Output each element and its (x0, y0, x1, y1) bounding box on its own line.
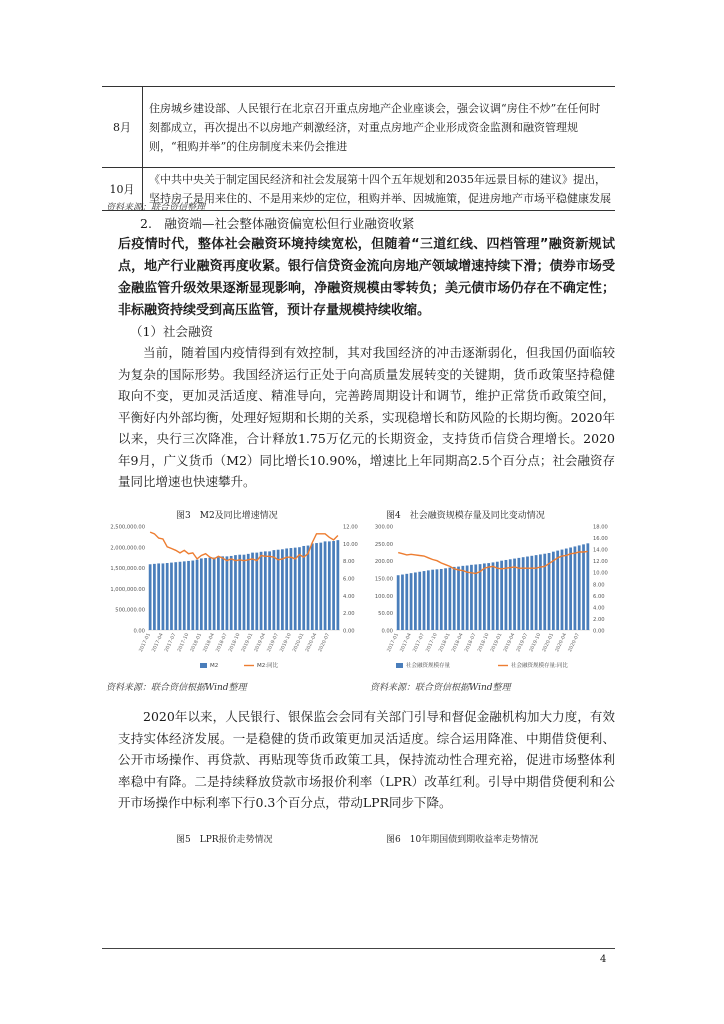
left-axis-tick-label: 500,000.00 (115, 607, 145, 614)
bar (586, 543, 589, 630)
x-axis-tick-label: 2019-01 (241, 632, 255, 654)
x-axis-tick-label: 2018-10 (477, 632, 491, 654)
right-axis-tick-label: 4.00 (343, 593, 355, 600)
bar (273, 550, 276, 630)
x-axis-tick-label: 2017-04 (399, 632, 413, 654)
left-axis-tick-label: 200.00 (374, 559, 393, 566)
bar (427, 570, 430, 630)
left-axis-tick-label: 1,500,000.00 (110, 566, 145, 573)
bar (290, 548, 293, 630)
x-axis-tick-label: 2018-07 (215, 632, 229, 654)
x-axis-tick-label: 2017-07 (164, 632, 178, 654)
bar (431, 570, 434, 630)
bar (251, 553, 254, 630)
bar (268, 551, 271, 630)
bar (453, 567, 456, 630)
paragraph-social-financing: 当前，随着国内疫情得到有效控制，其对我国经济的冲击逐渐弱化，但我国仍面临较为复杂的国际形势。我国经济运行正处于向高质量发展转变的关键期，货币政策坚持稳健取向不变，更加灵活适度、精准导向，完善跨周期设计和调节，维护正常货币政策空间，平衡好内外部均衡，处理好短期和长期的关系，实现稳增长和防风险的长期均衡。2020年以来，央行三次降准，合计释放1.75万亿元的长期资金，支持货币信贷合理增长。2020年9月，广义货币（M2）同比增长10.90%，增速比上年同期高2.5个百分点；社会融资存量同比增速也快速攀升。 (118, 345, 615, 489)
legend-label-bar: 社会融资规模存量 (406, 663, 451, 669)
bar (307, 546, 310, 630)
right-axis-tick-label: 4.00 (593, 605, 605, 612)
bar (238, 555, 241, 630)
bar (444, 568, 447, 630)
bar (414, 572, 417, 630)
bar (166, 563, 169, 630)
bar (174, 562, 177, 630)
bar (397, 575, 400, 630)
bar (209, 558, 212, 630)
right-axis-tick-label: 12.00 (343, 524, 358, 531)
figure6-title: 图6 10年期国债到期收益率走势情况 (386, 835, 539, 845)
figure4-chart (366, 522, 618, 672)
figure5-title: 图5 LPR报价走势情况 (176, 835, 273, 845)
bar (196, 560, 199, 630)
x-axis-tick-label: 2019-10 (529, 632, 543, 654)
bar (221, 556, 224, 630)
figure3-chart (104, 522, 360, 672)
right-axis-tick-label: 14.00 (593, 547, 608, 554)
right-axis-tick-label: 10.00 (343, 541, 358, 548)
bar (440, 569, 443, 630)
x-axis-tick-label: 2018-01 (190, 632, 204, 654)
bar (565, 549, 568, 630)
left-axis-tick-label: 50.00 (378, 611, 393, 618)
bar (492, 562, 495, 630)
table-source-note: 资料来源：联合资信整理 (106, 203, 206, 213)
x-axis-tick-label: 2017-01 (386, 632, 400, 654)
bar (556, 551, 559, 630)
bar (243, 555, 246, 630)
right-axis-tick-label: 0.00 (593, 628, 605, 635)
bar (183, 561, 186, 630)
bar (405, 574, 408, 630)
legend-swatch-bar (396, 663, 403, 668)
table-content-cell: 住房城乡建设部、人民银行在北京召开重点房地产企业座谈会，强会议调“房住不炒”在任何时刻都成立，再次提出不以房地产刺激经济，对重点房地产企业形成资金监测和融资管理规则，“租购并举”的住房制度未来仍会推进 (143, 87, 616, 168)
bar (328, 541, 331, 630)
x-axis-tick-label: 2020-01 (292, 632, 306, 654)
bar (277, 550, 280, 630)
bar (479, 564, 482, 630)
bar (539, 554, 542, 630)
right-axis-tick-label: 10.00 (593, 570, 608, 577)
x-axis-tick-label: 2019-07 (266, 632, 280, 654)
bar (149, 564, 152, 630)
left-axis-tick-label: 150.00 (374, 576, 393, 583)
figure4-source-note: 资料来源：联合资信根据Wind整理 (370, 683, 511, 693)
left-axis-tick-label: 2,000,000.00 (110, 545, 145, 552)
legend-label-line: M2:同比 (257, 663, 279, 669)
left-axis-tick-label: 300.00 (374, 524, 393, 531)
bar (461, 566, 464, 630)
bar (179, 562, 182, 630)
bar (170, 563, 173, 630)
bar (530, 556, 533, 630)
x-axis-tick-label: 2018-01 (438, 632, 452, 654)
bar (264, 551, 267, 630)
bar (449, 568, 452, 630)
x-axis-tick-label: 2020-07 (318, 632, 332, 654)
bar (200, 558, 203, 630)
legend-swatch-bar (200, 663, 207, 668)
x-axis-tick-label: 2020-01 (542, 632, 556, 654)
bar (487, 563, 490, 630)
right-axis-tick-label: 0.00 (343, 628, 355, 635)
right-axis-tick-label: 2.00 (343, 611, 355, 618)
bar (569, 547, 572, 630)
bar (535, 555, 538, 630)
bar (298, 547, 301, 630)
policy-table (102, 86, 615, 211)
x-axis-tick-label: 2017-10 (425, 632, 439, 654)
right-axis-tick-label: 8.00 (593, 582, 605, 589)
bar (410, 573, 413, 630)
bar (513, 559, 516, 630)
x-axis-tick-label: 2017-10 (177, 632, 191, 654)
bar (324, 541, 327, 630)
x-axis-tick-label: 2019-10 (279, 632, 293, 654)
bar (294, 548, 297, 630)
bar (153, 564, 156, 630)
table-row (102, 87, 615, 168)
bar (552, 552, 555, 630)
x-axis-tick-label: 2020-04 (305, 632, 319, 654)
right-axis-tick-label: 6.00 (593, 593, 605, 600)
bar (436, 569, 439, 630)
bar (311, 543, 314, 630)
x-axis-tick-label: 2018-10 (228, 632, 242, 654)
figure3-source-note: 资料来源：联合资信根据Wind整理 (106, 683, 247, 693)
figure4-title: 图4 社会融资规模存量及同比变动情况 (386, 511, 545, 521)
table-month-cell: 8月 (102, 87, 143, 168)
bar (574, 546, 577, 630)
bar (157, 563, 160, 630)
subsection-title: （1）社会融资 (130, 324, 213, 339)
bar (230, 556, 233, 630)
x-axis-tick-label: 2018-04 (451, 632, 465, 654)
bar (260, 552, 263, 630)
x-axis-tick-label: 2018-07 (464, 632, 478, 654)
bar (561, 550, 564, 630)
bar (578, 545, 581, 630)
right-axis-tick-label: 16.00 (593, 536, 608, 543)
bar (217, 557, 220, 630)
bar (337, 540, 340, 630)
bar (302, 546, 305, 630)
bar (457, 567, 460, 630)
bar (285, 548, 288, 630)
x-axis-tick-label: 2017-07 (412, 632, 426, 654)
x-axis-tick-label: 2020-07 (568, 632, 582, 654)
bar (226, 556, 229, 630)
left-axis-tick-label: 100.00 (374, 593, 393, 600)
x-axis-tick-label: 2019-07 (516, 632, 530, 654)
x-axis-tick-label: 2017-04 (151, 632, 165, 654)
legend-label-bar: M2 (210, 663, 219, 669)
right-axis-tick-label: 8.00 (343, 559, 355, 566)
table-content-cell: 《中共中央关于制定国民经济和社会发展第十四个五年规划和2035年远景目标的建议》提出，坚持房子是用来住的、不是用来炒的定位，租购并举、因城施策，促进房地产市场平稳健康发展 (143, 168, 616, 211)
x-axis-tick-label: 2019-04 (254, 632, 268, 654)
left-axis-tick-label: 2,500,000.00 (110, 524, 145, 531)
legend-label-line: 社会融资规模存量:同比 (511, 663, 568, 669)
bar (234, 555, 237, 630)
left-axis-tick-label: 1,000,000.00 (110, 586, 145, 593)
bar (505, 560, 508, 630)
x-axis-tick-label: 2020-04 (555, 632, 569, 654)
left-axis-tick-label: 0.00 (381, 628, 393, 635)
table-month-cell: 10月 (102, 168, 143, 211)
bar (213, 558, 216, 630)
bar (187, 561, 190, 630)
summary-paragraph: 后疫情时代，整体社会融资环境持续宽松，但随着“三道红线、四档管理”融资新规试点，地产行业融资再度收紧。银行信贷资金流向房地产领域增速持续下滑；债券市场受金融监管升级效果逐渐显现影响，净融资规模由零转负；美元债市场仍存在不确定性；非标融资持续受到高压监管，预计存量规模持续收缩。 (118, 237, 615, 318)
right-axis-tick-label: 2.00 (593, 616, 605, 623)
right-axis-tick-label: 6.00 (343, 576, 355, 583)
paragraph-monetary-policy: 2020年以来，人民银行、银保监会会同有关部门引导和督促金融机构加大力度，有效支持实体经济发展。一是稳健的货币政策更加灵活适度。综合运用降准、中期借贷便利、公开市场操作、再贷款、再贴现等货币政策工具，保持流动性合理充裕，促进市场整体利率稳中有降。二是持续释放贷款市场报价利率（LPR）改革红利。引导中期借贷便利和公开市场操作中标利率下行0.3个百分点，带动LPR同步下降。 (118, 709, 615, 810)
bar (483, 563, 486, 630)
bar (281, 549, 284, 630)
left-axis-tick-label: 0.00 (133, 628, 145, 635)
footer-rule (102, 948, 615, 949)
bar (315, 543, 318, 630)
bar (401, 575, 404, 630)
bar (204, 558, 207, 630)
bar (255, 553, 258, 630)
bar (319, 543, 322, 630)
x-axis-tick-label: 2019-01 (490, 632, 504, 654)
bar (500, 561, 503, 630)
left-axis-tick-label: 250.00 (374, 541, 393, 548)
bar (247, 554, 250, 630)
bar (582, 544, 585, 630)
bar (423, 571, 426, 630)
bar (509, 559, 512, 630)
bar (332, 541, 335, 630)
bar (162, 563, 165, 630)
bar (496, 562, 499, 630)
x-axis-tick-label: 2019-04 (503, 632, 517, 654)
bar (474, 564, 477, 630)
bar (466, 566, 469, 630)
bar (418, 572, 421, 630)
x-axis-tick-label: 2017-01 (138, 632, 152, 654)
section-title: 2. 融资端—社会整体融资偏宽松但行业融资收紧 (140, 216, 415, 231)
right-axis-tick-label: 12.00 (593, 559, 608, 566)
bar (191, 561, 194, 630)
page-number: 4 (600, 954, 607, 965)
figure3-title: 图3 M2及同比增速情况 (176, 511, 278, 521)
right-axis-tick-label: 18.00 (593, 524, 608, 531)
x-axis-tick-label: 2018-04 (202, 632, 216, 654)
bar (470, 565, 473, 630)
